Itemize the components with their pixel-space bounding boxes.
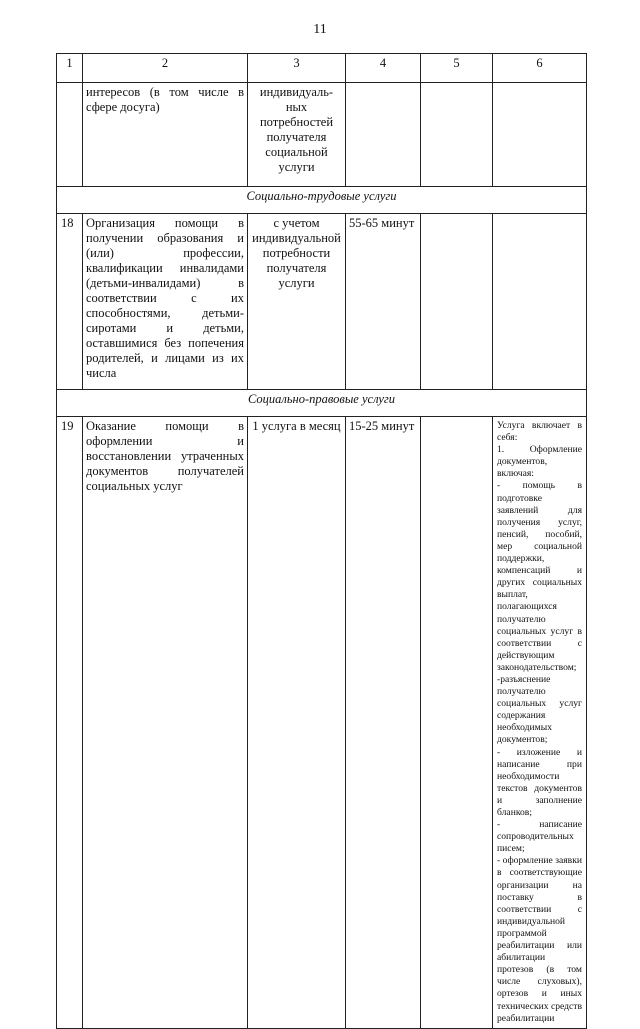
cell-frequency: с учетом индивидуальной потребности получателя услуги [248, 214, 346, 390]
cell-col6 [493, 214, 587, 390]
table-row-19 [57, 417, 587, 1029]
cell-num [57, 83, 83, 187]
header-row [57, 54, 587, 83]
header-col-2: 2 [83, 54, 248, 83]
cell-description [493, 417, 587, 1029]
cell-duration: 55-65 минут [346, 214, 421, 390]
description-line: - оформление заявки в соответствующие организации на поставку в соответствии с индивидуальной программой реабилитации или абилитации протезов (в том числе слуховых), ортезов и иных технических средств реабилитации [497, 855, 583, 1024]
cell-service-name: Оказание помощи в оформлении и восстановлении утраченных документов получателей социальных услуг [83, 417, 248, 1029]
cell-num: 18 [57, 214, 83, 390]
description-line: - изложение и написание при необходимости текстов документов и заполнение бланков; [497, 746, 582, 818]
description-line: -разъяснение получателю социальных услуг содержания необходимых документов; [497, 673, 582, 746]
cell-duration [346, 83, 421, 187]
cell-duration: 15-25 минут [346, 417, 421, 1029]
table-row-18 [57, 214, 587, 390]
cell-service-name: Организация помощи в получении образования и (или) профессии, квалификации инвалидами (детьми-инвалидами) в соответствии с их способностями, детьми-сиротами и детьми, оставшимися без попечения родителей, и лицами из их числа [83, 214, 248, 390]
section-row-labor [57, 187, 587, 214]
cell-frequency: индивидуаль-ных потребностей получателя социальной услуги [248, 83, 346, 187]
table-row-continued [57, 83, 587, 187]
section-title-legal: Социально-правовые услуги [57, 390, 587, 417]
description-line: 1. Оформление документов, включая: [497, 444, 582, 480]
cell-col5 [421, 214, 493, 390]
cell-service-name: интересов (в том числе в сфере досуга) [83, 83, 248, 187]
page-number: 11 [313, 22, 327, 37]
description-line: - помощь в подготовке заявлений для получения услуг, пенсий, пособий, мер социальной поддержки, компенсаций и других социальных выплат, полагающихся получателю социальных услуг в соответствии с действующим законодательством; [497, 480, 582, 673]
header-col-3: 3 [248, 54, 346, 83]
cell-col6 [493, 83, 587, 187]
cell-col5 [421, 83, 493, 187]
description-line: Услуга включает в себя: [497, 420, 582, 444]
cell-frequency: 1 услуга в месяц [248, 417, 346, 1029]
section-title-labor: Социально-трудовые услуги [57, 187, 587, 214]
cell-col5 [421, 417, 493, 1029]
description-line: - написание сопроводительных писем; [497, 819, 582, 855]
section-row-legal [57, 390, 587, 417]
cell-num: 19 [57, 417, 83, 1029]
header-col-6: 6 [493, 54, 587, 83]
header-col-4: 4 [346, 54, 421, 83]
header-col-1: 1 [57, 54, 83, 83]
services-table [56, 53, 587, 1029]
header-col-5: 5 [421, 54, 493, 83]
